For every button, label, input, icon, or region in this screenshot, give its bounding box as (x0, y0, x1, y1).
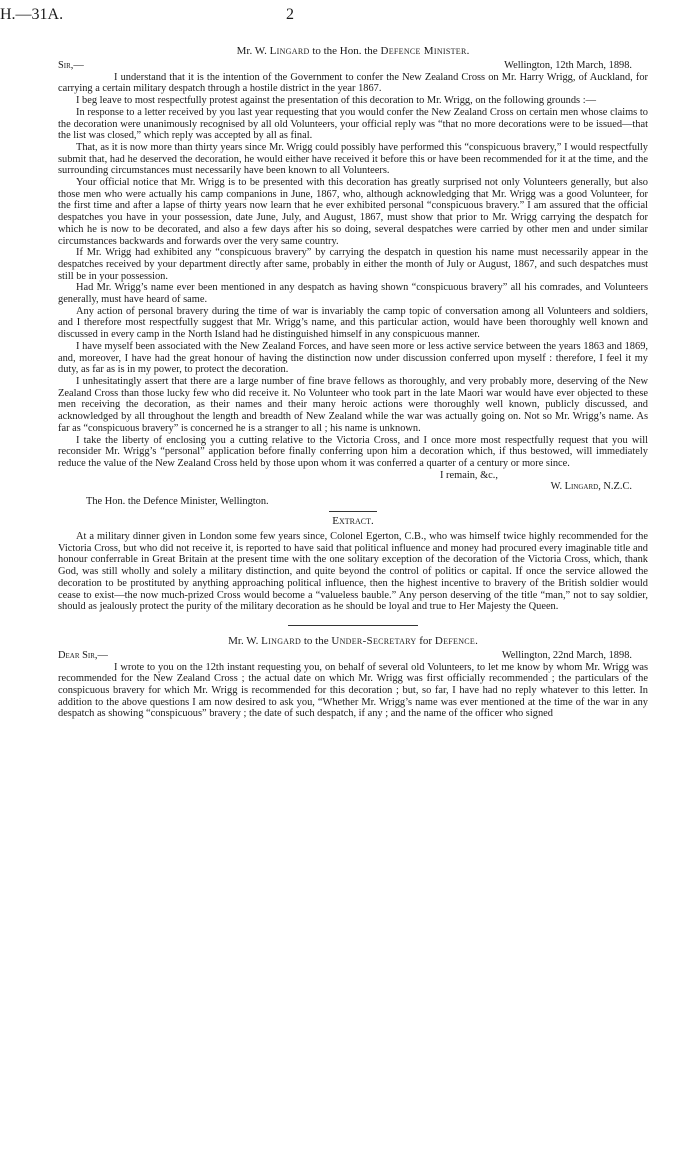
signature (551, 481, 632, 493)
title-mid: to the (301, 634, 332, 647)
extract-paragraph: At a military dinner given in London some few years since, Colonel Egerton, C.B., who was himself twice highly recommended for the Victoria Cross, but who did not receive it, is reported to have said that political influence and money had procured every imaginable title and honour conferrable in Great Britain at the present time with the one solitary exception of the decoration of the Victoria Cross, which, thank God, was still wholly and solely a military distinction, and quite beyond the control of politics or capital. If once the service allowed the decoration to be prostituted by anything approaching political influence, then the highest incentive to bravery of the British soldier would cease to exist—the now much-prized Cross would become a “valueless bauble.” Any person deserving of the title “man,” not to say soldier, should as jealously protect the purity of the military decoration as he should be loyal and true to Her Majesty the Queen. (58, 531, 648, 613)
paragraph: I unhesitatingly assert that there are a large number of fine brave fellows as thoroughly, and very probably more, deserving of the New Zealand Cross than those lucky few who did receive it. No Volunteer who took part in the late Maori war would have ever objected to these men receiving the decoration, as their names and their many heroic actions were thoroughly well known, publicly discussed, and acknowledged by all throughout the length and breadth of New Zealand while the war was actually going on. Not so Mr. Wrigg’s name. As far as “conspicuous bravery” is concerned he is a stranger to all ; his name is unknown. (58, 375, 648, 434)
title-name: Lingard (261, 634, 302, 647)
salutation: Sir,— (58, 59, 84, 71)
paragraph: I take the liberty of enclosing you a cutting relative to the Victoria Cross, and I once more most respectfully request that you will reconsider Mr. Wrigg’s “personal” application before finally conferring upon him a decoration which, if thus bestowed, will immediately reduce the value of the New Zealand Cross held by those upon whom it was conferred a quarter of a century or more since. (58, 434, 648, 469)
paragraph: Your official notice that Mr. Wrigg is to be presented with this decoration has greatly surprised not only Volunteers generally, but also those men who were actually his camp companions in June, 1867, who, although acknowledging that Mr. Wrigg was a good Volunteer, for the first time and after a lapse of thirty years now learn that he ever exhibited personal “conspicuous bravery.” I am assured that the official despatches you have in your possession, date June, July, and August, 1867, must show that prior to Mr. Wrigg carrying the despatch for which he is now to be decorated, and also a few days after his so doing, several despatches were carried by other men and under similar circumstances backwards and forwards over the very same country. (58, 177, 648, 247)
paragraph: I beg leave to most respectfully protest against the presentation of this decoration to Mr. Wrigg, on the following grounds :— (76, 95, 596, 107)
title-office: Under-Secretary (331, 634, 417, 647)
paragraph: That, as it is now more than thirty years since Mr. Wrigg could possibly have performed this “conspicuous bravery,” I would respectfully submit that, had he deserved the decoration, he would either have received it before this or have been recommended for it at the time, and the surrounding circumstances must necessarily have been known to all Volunteers. (58, 141, 648, 177)
closing: I remain, &c., (440, 469, 498, 481)
title-office: Defence Minister (380, 45, 467, 57)
signoff (58, 470, 648, 494)
paragraph: If Mr. Wrigg had exhibited any “conspicuous bravery” by carrying the despatch in question his name must necessarily appear in the despatches received by your department directly after same, probably in either the month of July or August, 1867, and such despatches must still be in your possession. (58, 247, 648, 282)
dateline: Wellington, 12th March, 1898. (504, 59, 632, 71)
letter-1-heading-row (58, 60, 648, 72)
title-mid2: for (416, 634, 435, 647)
title-name: Lingard (269, 45, 310, 57)
title-mid: to the Hon. the (309, 45, 381, 57)
signature-suffix: , N.Z.C. (598, 480, 632, 492)
title-prefix: Mr. W. (236, 45, 270, 57)
title-end: . (475, 634, 478, 647)
paragraph: I wrote to you on the 12th instant requesting you, on behalf of several old Volunteers, to let me know by whom Mr. Wrigg was recommended for the New Zealand Cross ; the actual date on which Mr. Wrigg was first officially recommended ; the particulars of the conspicuous bravery for which Mr. Wrigg is recommended for this decoration ; but, so far, I have had no reply whatever to this letter. In addition to the above questions I am now desired to ask you, “Whether Mr. Wrigg’s name was ever mentioned at the time of the war in any despatch as showing “conspicuous” bravery ; the date of such despatch, if any ; and the name of the officer who signed (58, 661, 648, 720)
paragraph: I have myself been associated with the New Zealand Forces, and have seen more or less active service between the years 1863 and 1869, and, moreover, I have had the great honour of having the distinction now under discussion conferred upon myself : therefore, I feel it my duty, as far as is in my power, to protect the decoration. (58, 340, 648, 376)
extract-title: Extract. (332, 515, 374, 528)
letter-2-title (58, 636, 648, 648)
dateline: Wellington, 22nd March, 1898. (501, 649, 632, 661)
divider (329, 511, 377, 512)
letter-1-title (58, 46, 648, 58)
salutation: Dear Sir,— (58, 649, 108, 661)
document-body (58, 40, 648, 720)
letter-2-heading-row (58, 650, 648, 662)
paragraph: In response to a letter received by you last year requesting that you would confer the New Zealand Cross on certain men whose claims to the decoration were unanimously recognised by all old Volunteers, your official reply was “that no more decorations were to be issued—that the list was closed,” which reply was accepted by all as final. (58, 106, 648, 142)
paragraph: Had Mr. Wrigg’s name ever been mentioned in any despatch as having shown “conspicuous bravery” all his comrades, and Volunteers generally, must have heard of same. (58, 282, 648, 306)
divider (288, 625, 418, 626)
title-prefix: Mr. W. (228, 634, 262, 647)
paragraph: Any action of personal bravery during the time of war is invariably the camp topic of conversation among all Volunteers and soldiers, and I therefore most respectfully suggest that Mr. Wrigg’s name, and this particular action, would have been thoroughly well known and discussed in every camp in the North Island had he distinguished himself in any conspicuous manner. (58, 305, 648, 341)
title-end: . (466, 45, 470, 57)
title-dept: Defence (434, 634, 476, 647)
recipient: The Hon. the Defence Minister, Wellington. (86, 495, 269, 507)
document-reference: H.—31A. (0, 6, 64, 23)
signature-name: W. Lingard (550, 480, 599, 492)
paragraph: I understand that it is the intention of the Government to confer the New Zealand Cross on Mr. Harry Wrigg, of Auckland, for carrying a certain military despatch through a hostile district in the year 1867. (58, 71, 648, 95)
page-header (0, 0, 700, 26)
page-number: 2 (286, 6, 294, 23)
